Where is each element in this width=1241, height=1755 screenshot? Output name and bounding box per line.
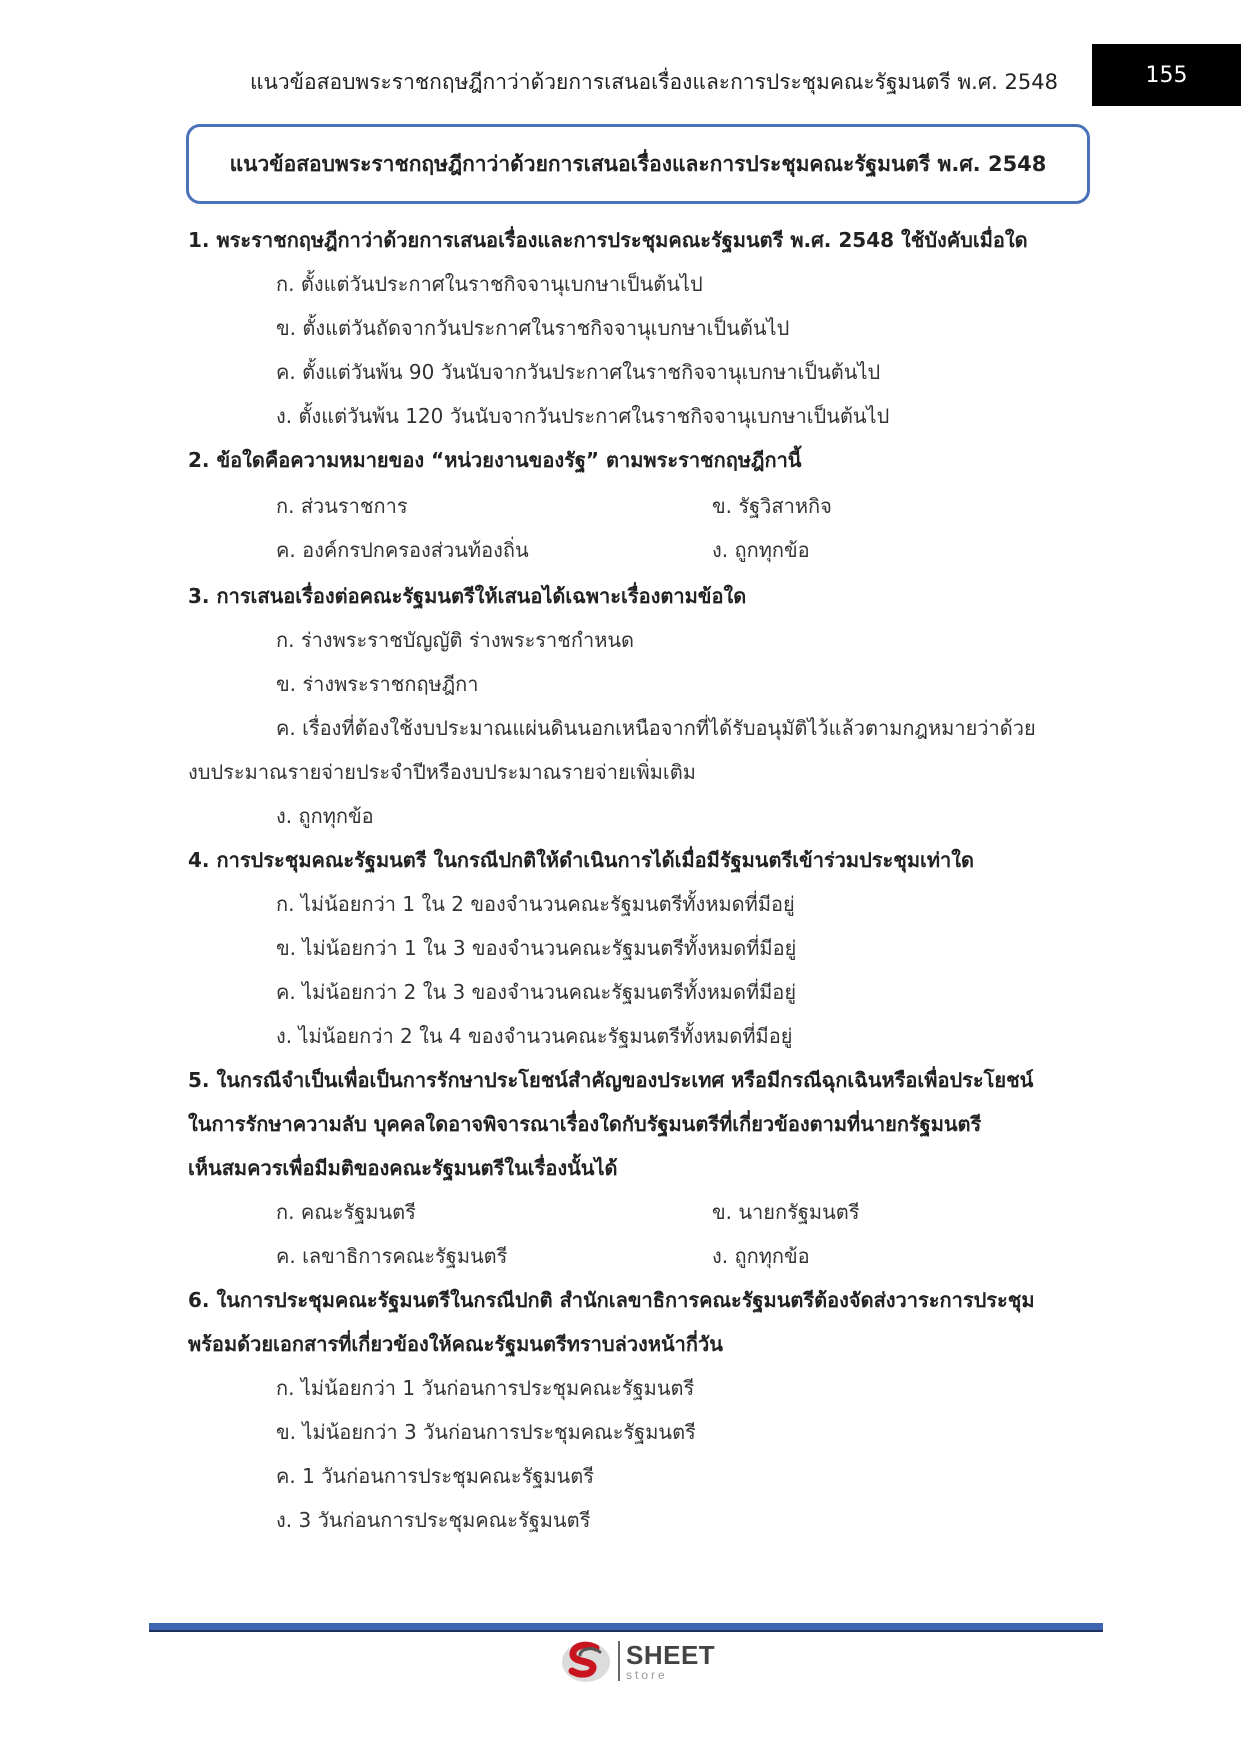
q1-option-d: ง. ตั้งแต่วันพ้น 120 วันนับจากวันประกาศในราชกิจจานุเบกษาเป็นต้นไป [276, 404, 890, 428]
q3-option-a: ก. ร่างพระราชบัญญัติ ร่างพระราชกำหนด [276, 628, 635, 652]
q1-option-c: ค. ตั้งแต่วันพ้น 90 วันนับจากวันประกาศในราชกิจจานุเบกษาเป็นต้นไป [276, 360, 881, 384]
running-header-title: แนวข้อสอบพระราชกฤษฎีกาว่าด้วยการเสนอเรื่องและการประชุมคณะรัฐมนตรี พ.ศ. 2548 [250, 70, 1058, 94]
q3-option-c-continued: งบประมาณรายจ่ายประจำปีหรืองบประมาณรายจ่ายเพิ่มเติม [188, 760, 696, 784]
logo-text [626, 1639, 716, 1682]
question-6-line-2: พร้อมด้วยเอกสารที่เกี่ยวข้องให้คณะรัฐมนตรีทราบล่วงหน้ากี่วัน [188, 1332, 723, 1356]
question-1: 1. พระราชกฤษฎีกาว่าด้วยการเสนอเรื่องและการประชุมคณะรัฐมนตรี พ.ศ. 2548 ใช้บังคับเมื่อใด [188, 228, 1028, 252]
q4-option-a: ก. ไม่น้อยกว่า 1 ใน 2 ของจำนวนคณะรัฐมนตรีทั้งหมดที่มีอยู่ [276, 892, 795, 916]
page-number: 155 [1145, 62, 1188, 88]
q1-option-a: ก. ตั้งแต่วันประกาศในราชกิจจานุเบกษาเป็นต้นไป [276, 272, 703, 296]
q2-option-c: ค. องค์กรปกครองส่วนท้องถิ่น [276, 538, 529, 562]
footer-rule [149, 1623, 1103, 1632]
q2-option-b: ข. รัฐวิสาหกิจ [712, 494, 832, 518]
q2-option-d: ง. ถูกทุกข้อ [712, 538, 810, 562]
q6-option-b: ข. ไม่น้อยกว่า 3 วันก่อนการประชุมคณะรัฐมนตรี [276, 1420, 696, 1444]
title-box [186, 124, 1090, 204]
q5-option-d: ง. ถูกทุกข้อ [712, 1244, 810, 1268]
q3-option-b: ข. ร่างพระราชกฤษฎีกา [276, 672, 479, 696]
question-3: 3. การเสนอเรื่องต่อคณะรัฐมนตรีให้เสนอได้เฉพาะเรื่องตามข้อใด [188, 584, 747, 608]
question-4: 4. การประชุมคณะรัฐมนตรี ในกรณีปกติให้ดำเนินการได้เมื่อมีรัฐมนตรีเข้าร่วมประชุมเท่าใด [188, 848, 975, 872]
q4-option-b: ข. ไม่น้อยกว่า 1 ใน 3 ของจำนวนคณะรัฐมนตรีทั้งหมดที่มีอยู่ [276, 936, 797, 960]
q2-option-a: ก. ส่วนราชการ [276, 494, 408, 518]
page-number-badge [1092, 44, 1241, 106]
logo-subword: store [626, 1667, 668, 1682]
logo-word: SHEET [626, 1639, 716, 1670]
q6-option-c: ค. 1 วันก่อนการประชุมคณะรัฐมนตรี [276, 1464, 594, 1488]
q3-option-c: ค. เรื่องที่ต้องใช้งบประมาณแผ่นดินนอกเหนือจากที่ได้รับอนุมัติไว้แล้วตามกฎหมายว่าด้วย [276, 716, 1036, 740]
q4-option-d: ง. ไม่น้อยกว่า 2 ใน 4 ของจำนวนคณะรัฐมนตรีทั้งหมดที่มีอยู่ [276, 1024, 793, 1048]
question-2: 2. ข้อใดคือความหมายของ “หน่วยงานของรัฐ” ตามพระราชกฤษฎีกานี้ [188, 448, 802, 472]
q5-option-a: ก. คณะรัฐมนตรี [276, 1200, 416, 1224]
sheet-store-logo-icon [560, 1638, 612, 1684]
q5-option-c: ค. เลขาธิการคณะรัฐมนตรี [276, 1244, 508, 1268]
question-5-line-1: 5. ในกรณีจำเป็นเพื่อเป็นการรักษาประโยชน์สำคัญของประเทศ หรือมีกรณีฉุกเฉินหรือเพื่อประโยชน์ [188, 1068, 1034, 1092]
logo-separator [618, 1641, 620, 1681]
q5-option-b: ข. นายกรัฐมนตรี [712, 1200, 860, 1224]
q3-option-d: ง. ถูกทุกข้อ [276, 804, 374, 828]
sheet-store-logo [560, 1638, 715, 1684]
document-title: แนวข้อสอบพระราชกฤษฎีกาว่าด้วยการเสนอเรื่องและการประชุมคณะรัฐมนตรี พ.ศ. 2548 [229, 151, 1047, 176]
q1-option-b: ข. ตั้งแต่วันถัดจากวันประกาศในราชกิจจานุเบกษาเป็นต้นไป [276, 316, 790, 340]
question-6-line-1: 6. ในการประชุมคณะรัฐมนตรีในกรณีปกติ สำนักเลขาธิการคณะรัฐมนตรีต้องจัดส่งวาระการประชุม [188, 1288, 1035, 1312]
question-5-line-3: เห็นสมควรเพื่อมีมติของคณะรัฐมนตรีในเรื่องนั้นได้ [188, 1156, 618, 1180]
q4-option-c: ค. ไม่น้อยกว่า 2 ใน 3 ของจำนวนคณะรัฐมนตรีทั้งหมดที่มีอยู่ [276, 980, 797, 1004]
q6-option-d: ง. 3 วันก่อนการประชุมคณะรัฐมนตรี [276, 1508, 591, 1532]
q6-option-a: ก. ไม่น้อยกว่า 1 วันก่อนการประชุมคณะรัฐมนตรี [276, 1376, 695, 1400]
question-5-line-2: ในการรักษาความลับ บุคคลใดอาจพิจารณาเรื่องใดกับรัฐมนตรีที่เกี่ยวข้องตามที่นายกรัฐมนตรี [188, 1112, 982, 1136]
